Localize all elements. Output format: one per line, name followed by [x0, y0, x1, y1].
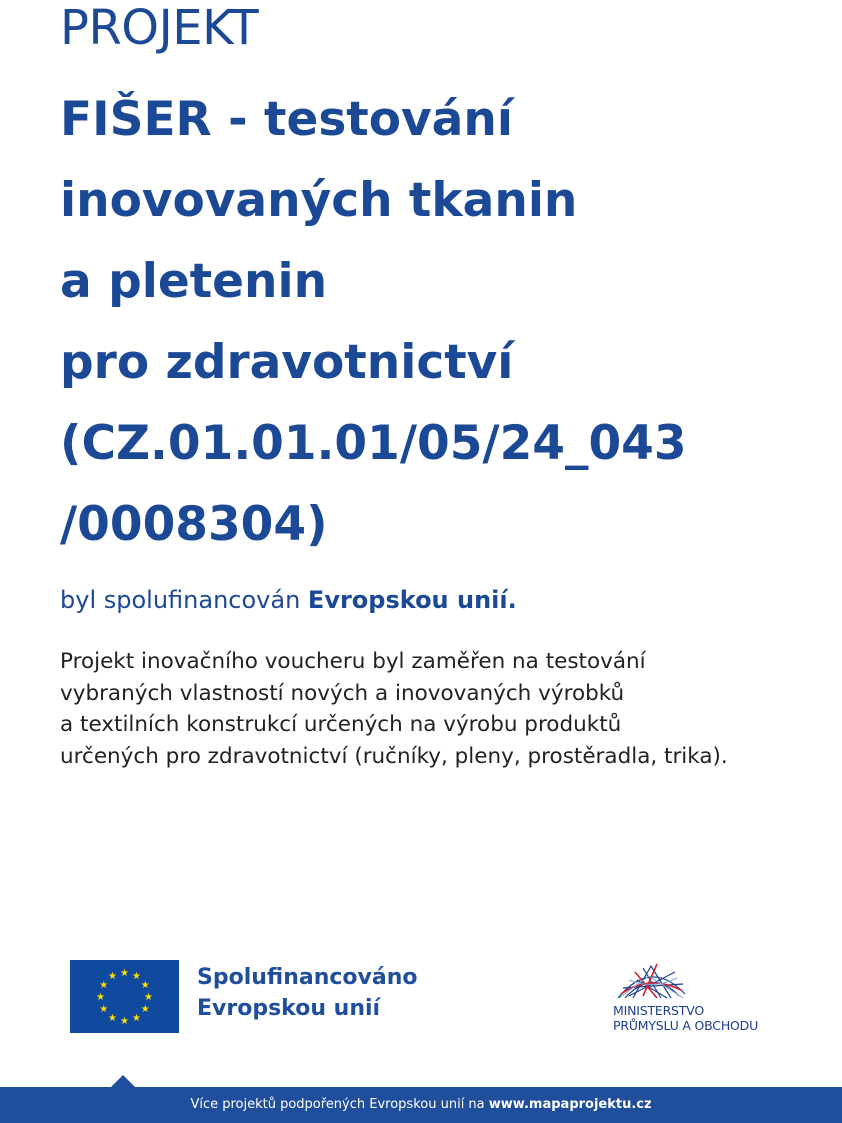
title-line: FIŠER - testování — [60, 92, 513, 147]
description-line: a textilních konstrukcí určených na výrobu produktů — [60, 712, 622, 737]
funding-prefix: byl spolufinancován — [60, 586, 301, 614]
eu-cofinancing-label — [197, 962, 418, 1024]
title-line: /0008304) — [60, 497, 328, 552]
footer-text — [0, 1087, 842, 1123]
eu-star-icon: ★ — [140, 1004, 150, 1015]
eu-label-line1: Spolufinancováno — [197, 965, 418, 990]
eu-star-icon: ★ — [144, 992, 153, 1003]
title-line: inovovaných tkanin — [60, 173, 578, 228]
funding-statement — [60, 582, 517, 618]
project-kicker: PROJEKT — [60, 0, 259, 56]
eu-star-icon: ★ — [132, 971, 141, 983]
description-line: určených pro zdravotnictví (ručníky, pleny, prostěradla, trika). — [60, 743, 728, 769]
eu-label-line2: Evropskou unií — [197, 996, 381, 1021]
eu-flag-icon — [70, 960, 179, 1033]
mpo-label-line2: PRŮMYSLU A OBCHODU — [613, 1018, 759, 1033]
funding-eu: Evropskou unií. — [307, 586, 517, 614]
title-line: a pletenin — [60, 254, 328, 309]
eu-star-icon: ★ — [108, 971, 117, 983]
title-line: pro zdravotnictví — [60, 335, 514, 390]
footer-link[interactable]: www.mapaprojektu.cz — [488, 1097, 652, 1112]
footer-arrow — [111, 1075, 135, 1087]
eu-star-icon: ★ — [120, 968, 129, 979]
mpo-label-line1: MINISTERSTVO — [613, 1003, 705, 1018]
eu-star-icon: ★ — [99, 980, 109, 991]
eu-star-icon: ★ — [132, 1012, 141, 1024]
mpo-label — [613, 1003, 758, 1033]
eu-star-icon: ★ — [108, 1012, 117, 1024]
eu-star-icon: ★ — [120, 1016, 129, 1027]
eu-star-icon: ★ — [96, 992, 105, 1003]
description-line: Projekt inovačního voucheru byl zaměřen na testování — [60, 649, 646, 674]
project-title — [60, 79, 820, 565]
footer-prefix: Více projektů podpořených Evropskou unií na — [190, 1097, 485, 1112]
project-description — [60, 646, 728, 772]
description-line: vybraných vlastností nových a inovovaných výrobků — [60, 680, 625, 706]
eu-star-icon: ★ — [140, 980, 150, 991]
title-line: (CZ.01.01.01/05/24_043 — [60, 416, 687, 471]
eu-star-icon: ★ — [99, 1004, 109, 1015]
